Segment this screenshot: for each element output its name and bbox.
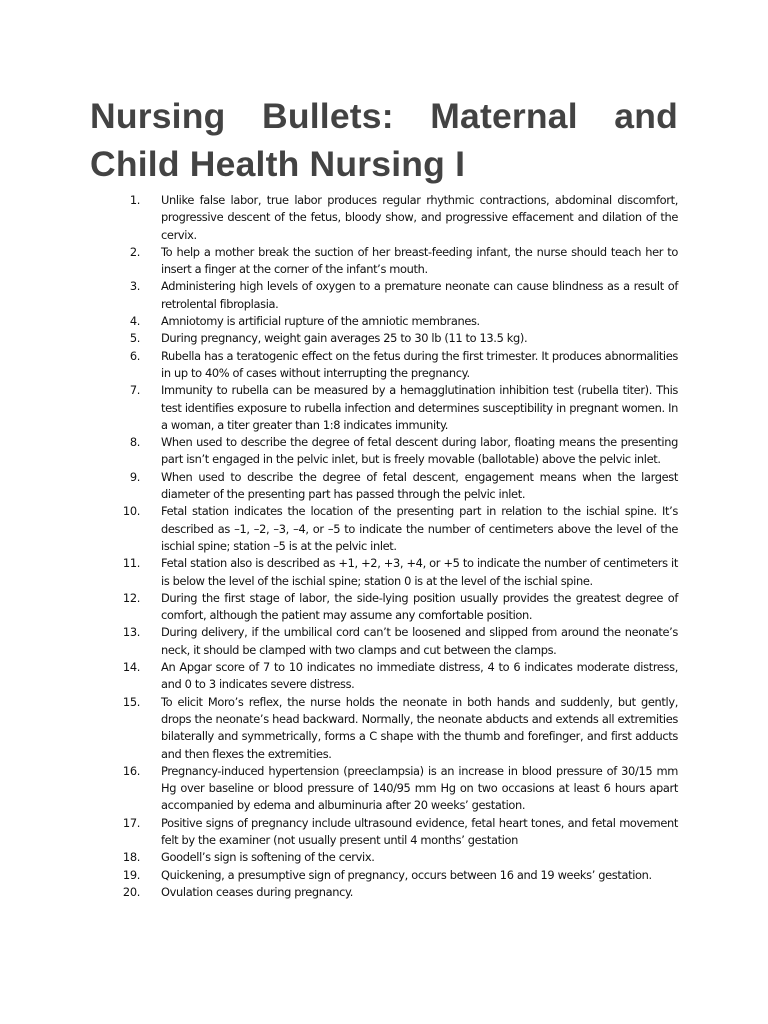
list-item bbox=[90, 330, 678, 347]
list-item bbox=[90, 313, 678, 330]
list-item-number-cell bbox=[90, 278, 140, 295]
list-item-number: 3. bbox=[129, 279, 140, 294]
list-item-number: 19. bbox=[122, 867, 140, 882]
list-item-number: 7. bbox=[129, 383, 140, 398]
list-item-text: Fetal station also is described as +1, +2, +3, +4, or +5 to indicate the number of centimeters it is below the level of the ischial spine; station 0 is at the level of the ischial spine. bbox=[161, 556, 678, 588]
list-item-number-cell bbox=[90, 763, 140, 780]
list-item bbox=[90, 555, 678, 590]
list-item-number: 2. bbox=[129, 244, 140, 259]
list-item-number-cell bbox=[90, 590, 140, 607]
list-item-number-cell bbox=[90, 244, 140, 261]
list-item bbox=[90, 192, 678, 244]
list-item bbox=[90, 278, 678, 313]
list-item bbox=[90, 867, 678, 884]
list-item-number: 14. bbox=[122, 660, 140, 675]
list-item-text: Amniotomy is artificial rupture of the amniotic membranes. bbox=[161, 314, 480, 329]
list-item-number: 12. bbox=[122, 590, 140, 605]
list-item-number-cell bbox=[90, 330, 140, 347]
list-item-number: 11. bbox=[122, 556, 140, 571]
list-item-number: 4. bbox=[129, 314, 140, 329]
list-item bbox=[90, 382, 678, 434]
list-item-text: Fetal station indicates the location of the presenting part in relation to the ischial spine. It’s described as –1, –2, –3, –4, or –5 to indicate the number of centimeters above the level of the ischial spine; station –5 is at the pelvic inlet. bbox=[161, 504, 678, 553]
list-item-text: Goodell’s sign is softening of the cervix. bbox=[161, 850, 375, 865]
list-item bbox=[90, 244, 678, 279]
list-item-text: An Apgar score of 7 to 10 indicates no immediate distress, 4 to 6 indicates moderate distress, and 0 to 3 indicates severe distress. bbox=[161, 660, 678, 692]
list-item-number-cell bbox=[90, 624, 140, 641]
list-item-number-cell bbox=[90, 434, 140, 451]
list-item-text: Immunity to rubella can be measured by a hemagglutination inhibition test (rubella titer). This test identifies exposure to rubella infection and determines susceptibility in pregnant women. In a woman, a titer greater than 1:8 indicates immunity. bbox=[161, 383, 678, 432]
list-item-text: During the first stage of labor, the side-lying position usually provides the greatest degree of comfort, although the patient may assume any comfortable position. bbox=[161, 590, 678, 623]
list-item-text: Rubella has a teratogenic effect on the fetus during the first trimester. It produces abnormalities in up to 40% of cases without interrupting the pregnancy. bbox=[161, 348, 678, 380]
list-item-text: During delivery, if the umbilical cord can’t be loosened and slipped from around the neonate’s neck, it should be clamped with two clamps and cut between the clamps. bbox=[161, 625, 678, 657]
list-item-number-cell bbox=[90, 192, 140, 209]
list-item bbox=[90, 884, 678, 901]
list-item-number: 17. bbox=[122, 815, 140, 830]
list-item bbox=[90, 348, 678, 383]
list-item-number-cell bbox=[90, 815, 140, 832]
list-item-text: Quickening, a presumptive sign of pregnancy, occurs between 16 and 19 weeks’ gestation. bbox=[161, 867, 652, 882]
list-item-number: 8. bbox=[129, 435, 140, 450]
list-item-number-cell bbox=[90, 849, 140, 866]
list-item-text: When used to describe the degree of fetal descent during labor, floating means the presenting part isn’t engaged in the pelvic inlet, but is freely movable (ballotable) above the pelvic inlet. bbox=[161, 435, 678, 467]
list-item-number-cell bbox=[90, 313, 140, 330]
list-item-number-cell bbox=[90, 884, 140, 901]
list-item-text: During pregnancy, weight gain averages 25 to 30 lb (11 to 13.5 kg). bbox=[161, 331, 528, 346]
list-item-text: When used to describe the degree of fetal descent, engagement means when the largest diameter of the presenting part has passed through the pelvic inlet. bbox=[161, 469, 678, 502]
list-item bbox=[90, 849, 678, 866]
list-item-number-cell bbox=[90, 867, 140, 884]
list-item bbox=[90, 659, 678, 694]
list-item-text: Unlike false labor, true labor produces regular rhythmic contractions, abdominal discomfort, progressive descent of the fetus, bloody show, and progressive effacement and dilation of the cervix. bbox=[161, 193, 678, 242]
list-item-text: To elicit Moro’s reflex, the nurse holds the neonate in both hands and suddenly, but gently, drops the neonate’s head backward. Normally, the neonate abducts and extends all extremities bilaterally and symmetrically, forms a C shape with the thumb and forefinger, and first adducts and then flexes the extremities. bbox=[161, 694, 678, 761]
list-item-text: Administering high levels of oxygen to a premature neonate can cause blindness as a result of retrolental fibroplasia. bbox=[161, 279, 678, 311]
list-item-number: 5. bbox=[129, 331, 140, 346]
list-item-number: 16. bbox=[122, 763, 140, 778]
list-item bbox=[90, 590, 678, 625]
list-item-number-cell bbox=[90, 694, 140, 711]
list-item-number-cell bbox=[90, 555, 140, 572]
list-item bbox=[90, 503, 678, 555]
list-item-number: 20. bbox=[122, 884, 140, 899]
nursing-bullet-list bbox=[90, 192, 678, 901]
list-item bbox=[90, 694, 678, 763]
list-item-number: 9. bbox=[129, 469, 140, 484]
list-item-number-cell bbox=[90, 348, 140, 365]
list-item-text: Positive signs of pregnancy include ultrasound evidence, fetal heart tones, and fetal movement felt by the examiner (not usually present until 4 months’ gestation bbox=[161, 815, 678, 847]
list-item bbox=[90, 624, 678, 659]
list-item-number: 10. bbox=[122, 504, 140, 519]
list-item bbox=[90, 763, 678, 815]
list-item-number: 15. bbox=[122, 694, 140, 709]
list-item-number-cell bbox=[90, 503, 140, 520]
list-item bbox=[90, 815, 678, 850]
list-item-number: 6. bbox=[129, 348, 140, 363]
list-item-text: To help a mother break the suction of her breast-feeding infant, the nurse should teach her to insert a finger at the corner of the infant’s mouth. bbox=[161, 244, 678, 277]
document-title: Nursing Bullets: Maternal and Child Health Nursing I bbox=[90, 96, 678, 184]
list-item-text: Ovulation ceases during pregnancy. bbox=[161, 884, 354, 899]
list-item-number-cell bbox=[90, 469, 140, 486]
list-item-number: 1. bbox=[129, 193, 140, 207]
list-item-number-cell bbox=[90, 659, 140, 676]
list-item bbox=[90, 434, 678, 469]
list-item-number-cell bbox=[90, 382, 140, 399]
list-item-text: Pregnancy-induced hypertension (preeclampsia) is an increase in blood pressure of 30/15 mm Hg over baseline or blood pressure of 140/95 mm Hg on two occasions at least 6 hours apart accompanied by edema and albuminuria after 20 weeks’ gestation. bbox=[161, 763, 678, 813]
list-item-number: 13. bbox=[122, 625, 140, 640]
list-item-number: 18. bbox=[122, 850, 140, 865]
list-item bbox=[90, 469, 678, 504]
